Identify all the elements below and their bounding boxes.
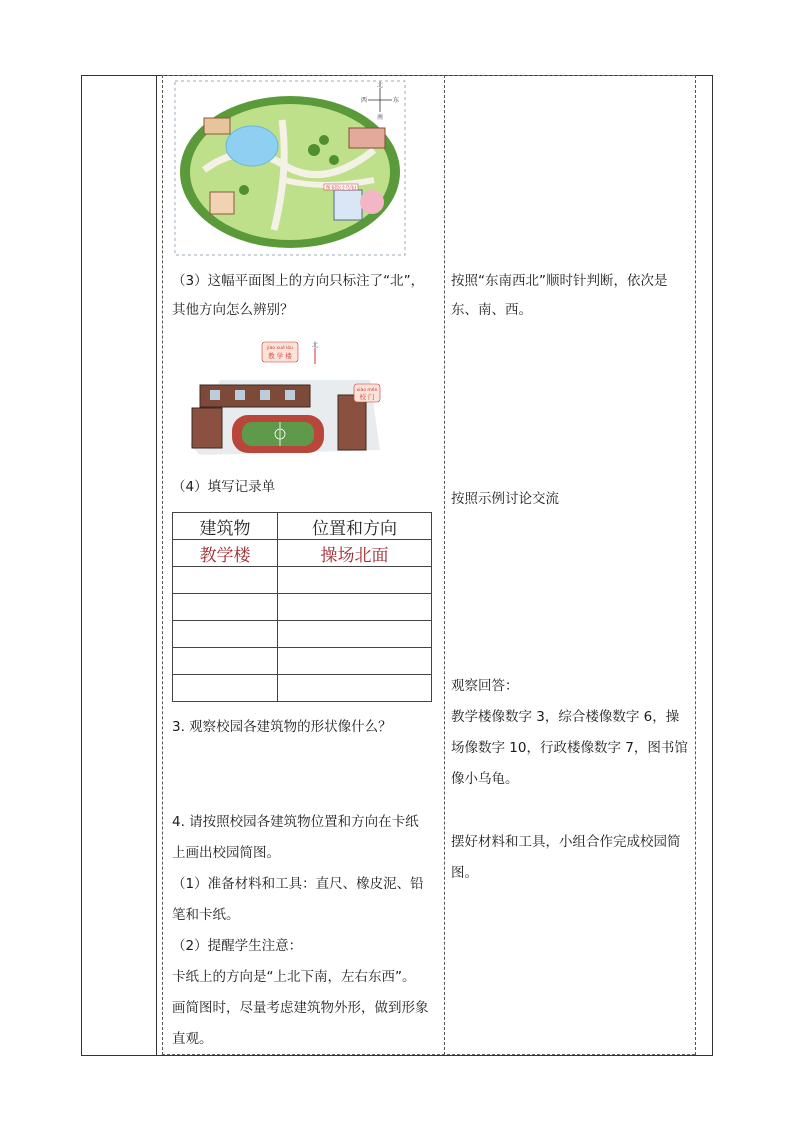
compass-south: 南 (376, 114, 384, 121)
record-cell[interactable] (278, 594, 432, 621)
compass-north: 北 (376, 82, 384, 89)
prep-line1: （1）准备材料和工具：直尺、橡皮泥、铅 (172, 876, 424, 892)
record-cell[interactable] (278, 648, 432, 675)
gate-pinyin: xiào mén (356, 388, 378, 393)
table-right-border (712, 75, 713, 1055)
campus-plan-map (174, 80, 406, 256)
building-left-bottom (210, 192, 234, 214)
answer2: 按照示例讨论交流 (451, 491, 559, 507)
record-table-row (173, 675, 432, 702)
item3-question: 3. 观察校园各建筑物的形状像什么？ (172, 719, 392, 735)
record-cell[interactable] (173, 594, 278, 621)
building-right-top (349, 128, 385, 148)
north-marker: 北 (311, 342, 319, 349)
remind-title: （2）提醒学生注意： (172, 938, 303, 954)
teaching-building-label: 教 学 楼 (268, 352, 292, 360)
record-cell[interactable] (173, 675, 278, 702)
record-cell[interactable] (278, 621, 432, 648)
note-line2: 画简图时，尽量考虑建筑物外形，做到形象 (172, 1000, 429, 1016)
pond (226, 126, 278, 166)
q3-line2: 其他方向怎么辨别？ (172, 302, 294, 318)
example-building: 教学楼 (173, 540, 278, 567)
inner-bottom-dashed (162, 1054, 695, 1055)
record-table-header-row (173, 513, 432, 540)
table-left-border (81, 75, 82, 1055)
answer1-line1: 按照“东南西北”顺时针判断，依次是 (451, 273, 668, 289)
record-cell[interactable] (173, 648, 278, 675)
example-position: 操场北面 (278, 540, 432, 567)
building-left-top (204, 118, 230, 134)
prep-line2: 笔和卡纸。 (172, 907, 240, 923)
compass-west: 西 (360, 97, 368, 104)
column-divider-dashed-3 (695, 75, 696, 1055)
gate-label: 校 门 (359, 393, 375, 401)
table-bottom-border (81, 1055, 713, 1056)
record-cell[interactable] (173, 621, 278, 648)
header-position-direction: 位置和方向 (278, 513, 432, 540)
column-divider-dashed-1 (162, 75, 163, 1055)
campus-3d-illustration (180, 340, 385, 460)
item4-line1: 4. 请按照校园各建筑物位置和方向在卡纸 (172, 814, 419, 830)
item4-line2: 上画出校园简图。 (172, 845, 280, 861)
answer4-line1: 摆好材料和工具，小组合作完成校园简 (451, 834, 681, 850)
note-line3: 直观。 (172, 1031, 213, 1047)
column-divider-1 (156, 75, 157, 1055)
compass-rose (361, 81, 399, 121)
map-label-library: 图书馆(小乌龟) (325, 186, 357, 191)
library-building (334, 190, 362, 220)
record-cell[interactable] (278, 675, 432, 702)
answer3-line2: 场像数字 10，行政楼像数字 7，图书馆 (451, 740, 688, 756)
teaching-building-pinyin: jiào xué lóu (266, 346, 294, 351)
record-sheet-table (172, 512, 432, 702)
record-table-row (173, 567, 432, 594)
record-table-row (173, 594, 432, 621)
compass-east: 东 (392, 97, 400, 104)
record-cell[interactable] (173, 567, 278, 594)
answer3-line3: 像小乌龟。 (451, 771, 519, 787)
blossom-tree (360, 190, 384, 214)
note-line1: 卡纸上的方向是“上北下南，左右东西”。 (172, 969, 416, 985)
side-building (192, 408, 222, 448)
q4-title: （4）填写记录单 (172, 479, 276, 495)
record-table-row (173, 648, 432, 675)
answer3-title: 观察回答： (451, 678, 519, 694)
header-building: 建筑物 (173, 513, 278, 540)
answer4-line2: 图。 (451, 865, 478, 881)
q3-line1: （3）这幅平面图上的方向只标注了“北”， (172, 273, 425, 289)
playground-field (242, 422, 314, 446)
inner-top-dashed (162, 75, 695, 76)
record-cell[interactable] (278, 567, 432, 594)
record-table-row (173, 621, 432, 648)
record-table-example-row (173, 540, 432, 567)
column-divider-dashed-2 (444, 75, 445, 1055)
right-building (338, 395, 366, 450)
answer1-line2: 东、南、西。 (451, 302, 532, 318)
answer3-line1: 教学楼像数字 3，综合楼像数字 6，操 (451, 709, 680, 725)
